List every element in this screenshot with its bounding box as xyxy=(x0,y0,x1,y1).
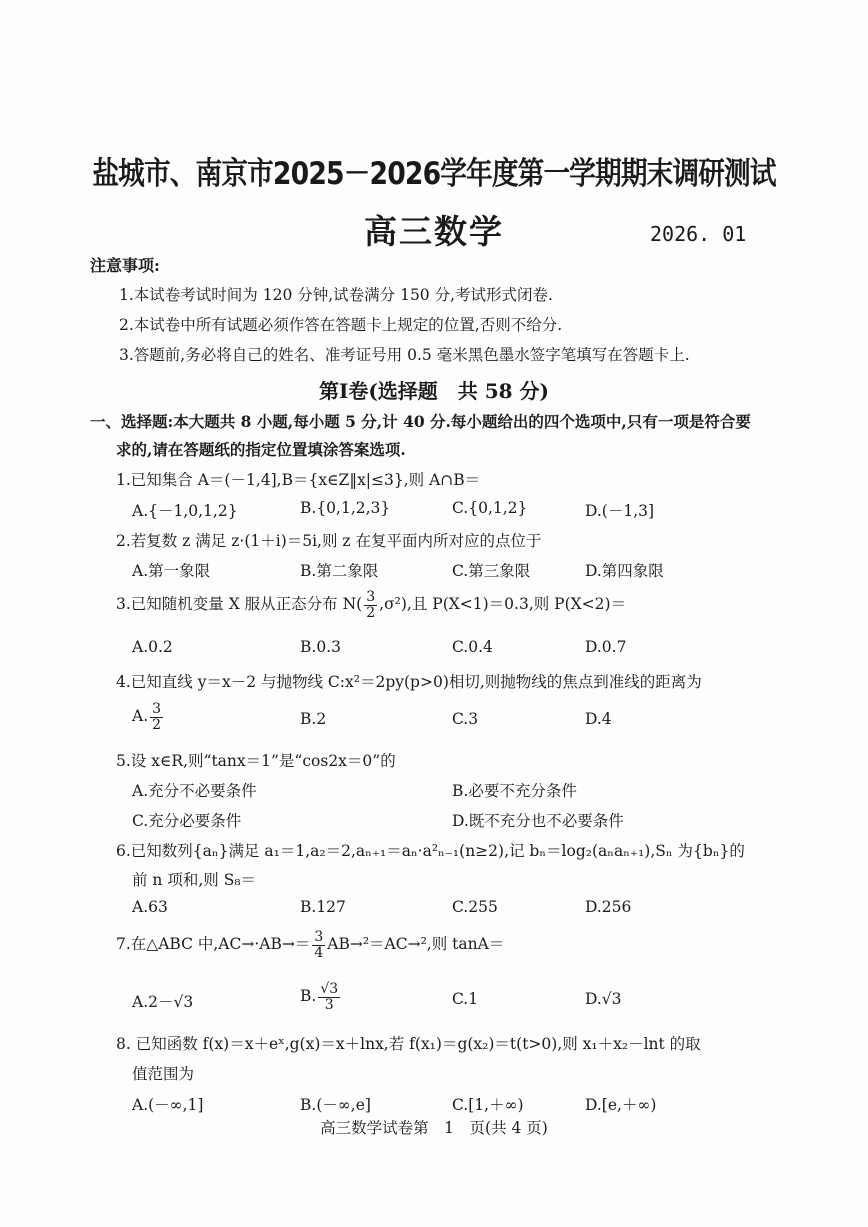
fraction: $\frac{√3}{3}$ xyxy=(320,981,339,1013)
question-5-option-b: B.必要不充分条件 xyxy=(452,782,577,800)
question-3-option-d: D.0.7 xyxy=(585,638,627,656)
question-4-option-d: D.4 xyxy=(585,710,612,728)
question-8-option-c: C.[1,＋∞) xyxy=(452,1096,524,1114)
question-7-stem-part-b: AB→²＝AC→²,则 tanA＝ xyxy=(327,935,505,954)
question-8-stem: 8. 已知函数 f(x)＝x＋eˣ,g(x)＝x＋lnx,若 f(x₁)＝g(x₂)＝t(t>0),则 x₁＋x₂－lnt 的取 xyxy=(116,1035,701,1053)
question-7-option-c: C.1 xyxy=(452,990,479,1008)
exam-title: 盐城市、南京市2025－2026学年度第一学期期末调研测试 xyxy=(92,156,776,192)
fraction: $\frac{3}{4}$ xyxy=(314,929,324,961)
question-6-stem: 6.已知数列{aₙ}满足 a₁＝1,a₂＝2,aₙ₊₁＝aₙ·a²ₙ₋₁(n≥2),记 bₙ＝log₂(aₙaₙ₊₁),Sₙ 为{bₙ}的 xyxy=(116,842,745,860)
section-instructions-cont: 求的,请在答题纸的指定位置填涂答案选项. xyxy=(116,440,406,459)
question-4-option-a: A. $\frac{3}{2}$ xyxy=(132,701,162,733)
note-item: 1.本试卷考试时间为 120 分钟,试卷满分 150 分,考试形式闭卷. xyxy=(119,286,553,304)
question-3-stem-part-b: ,σ²),且 P(X<1)＝0.3,则 P(X<2)＝ xyxy=(379,595,627,614)
question-8-stem-cont: 值范围为 xyxy=(132,1065,195,1083)
question-1-option-a: A.{－1,0,1,2} xyxy=(132,502,238,520)
fraction: $\frac{3}{2}$ xyxy=(366,589,376,621)
question-3-stem xyxy=(116,590,626,620)
exam-date: 2026. 01 xyxy=(650,222,747,246)
question-6-stem-cont: 前 n 项和,则 S₈＝ xyxy=(132,871,257,889)
question-7-stem xyxy=(116,930,504,960)
question-3-stem-part-a: 3.已知随机变量 X 服从正态分布 N( xyxy=(116,595,363,614)
question-1-option-b: B.{0,1,2,3} xyxy=(300,499,391,517)
question-6-option-d: D.256 xyxy=(585,898,632,916)
page-footer: 高三数学试卷第 1 页(共 4 页) xyxy=(320,1119,548,1137)
question-7-stem-part-a: 7.在△ABC 中,AC→·AB→＝ xyxy=(116,935,311,954)
question-8-option-d: D.[e,＋∞) xyxy=(585,1096,657,1114)
question-8-option-b: B.(－∞,e] xyxy=(300,1096,371,1114)
question-4-option-c: C.3 xyxy=(452,710,479,728)
question-3-option-c: C.0.4 xyxy=(452,638,493,656)
section-instructions: 一、选择题:本大题共 8 小题,每小题 5 分,计 40 分.每小题给出的四个选项中,只有一项是符合要 xyxy=(90,412,751,431)
question-7-option-a: A.2－√3 xyxy=(132,993,194,1011)
note-item: 2.本试卷中所有试题必须作答在答题卡上规定的位置,否则不给分. xyxy=(119,316,563,334)
question-4-option-b: B.2 xyxy=(300,710,327,728)
question-2-option-d: D.第四象限 xyxy=(585,562,664,580)
question-2-option-b: B.第二象限 xyxy=(300,562,379,580)
fraction: $\frac{3}{2}$ xyxy=(152,701,162,733)
question-2-stem: 2.若复数 z 满足 z·(1＋i)＝5i,则 z 在复平面内所对应的点位于 xyxy=(116,532,542,550)
question-3-option-a: A.0.2 xyxy=(132,638,173,656)
question-6-option-c: C.255 xyxy=(452,898,498,916)
question-5-option-c: C.充分必要条件 xyxy=(132,812,242,830)
subject-title: 高三数学 xyxy=(364,212,504,251)
part-title: 第Ⅰ卷(选择题 共 58 分) xyxy=(318,379,550,403)
question-4-stem: 4.已知直线 y＝x－2 与抛物线 C:x²＝2py(p>0)相切,则抛物线的焦点到准线的距离为 xyxy=(116,673,702,691)
question-2-option-a: A.第一象限 xyxy=(132,562,211,580)
question-6-option-a: A.63 xyxy=(132,898,168,916)
question-1-option-c: C.{0,1,2} xyxy=(452,499,528,517)
question-5-stem: 5.设 x∈R,则“tanx＝1”是“cos2x＝0”的 xyxy=(116,752,396,770)
question-7-option-b: B. $\frac{√3}{3}$ xyxy=(300,981,339,1013)
question-7-option-d: D.√3 xyxy=(585,990,622,1008)
notes-heading: 注意事项: xyxy=(90,256,160,275)
question-1-option-d: D.(－1,3] xyxy=(585,502,655,520)
question-8-option-a: A.(－∞,1] xyxy=(132,1096,204,1114)
question-5-option-a: A.充分不必要条件 xyxy=(132,782,257,800)
question-6-option-b: B.127 xyxy=(300,898,346,916)
question-1-stem: 1.已知集合 A＝(－1,4],B＝{x∈Z‖x|≤3},则 A∩B＝ xyxy=(116,471,481,489)
note-item: 3.答题前,务必将自己的姓名、准考证号用 0.5 毫米黑色墨水签字笔填写在答题卡上. xyxy=(119,346,690,364)
question-5-option-d: D.既不充分也不必要条件 xyxy=(452,812,624,830)
question-3-option-b: B.0.3 xyxy=(300,638,341,656)
question-2-option-c: C.第三象限 xyxy=(452,562,531,580)
